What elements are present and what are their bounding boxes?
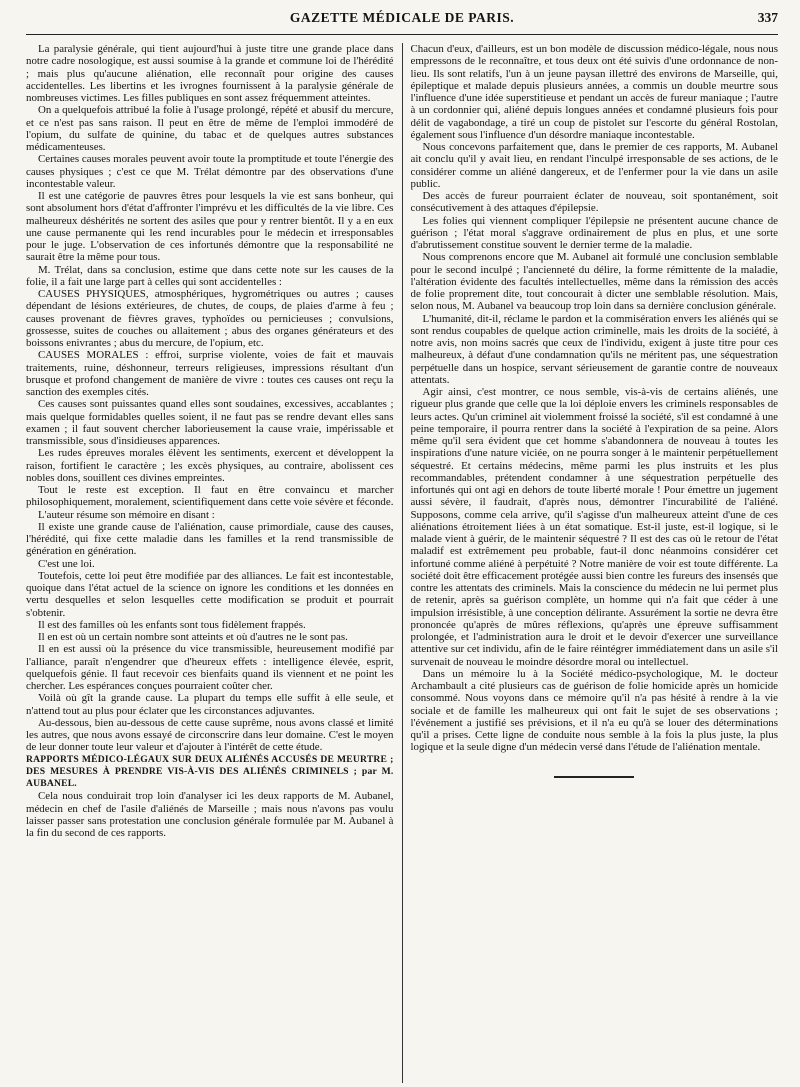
- article-columns: [26, 43, 778, 1083]
- paragraph: M. Trélat, dans sa conclusion, estime que dans cette note sur les causes de la folie, il a fait une large part à celles qui sont accidentelles :: [26, 263, 394, 288]
- paragraph: On a quelquefois attribué la folie à l'usage prolongé, répété et abusif du mercure, et ce n'est pas sans raison. Il peut en être de même de l'emploi immodéré de l'opium, du sulfate de quinine, du tabac et de quelques autres substances médicamenteuses.: [26, 104, 394, 153]
- section-heading: RAPPORTS MÉDICO-LÉGAUX SUR DEUX ALIÉNÉS ACCUSÉS DE MEURTRE ; DES MESURES À PRENDRE VIS-À-VIS DES ALIÉNÉS CRIMINELS ; par M. AUBANEL.: [26, 753, 394, 789]
- paragraph: Il est des familles où les enfants sont tous fidèlement frappés.: [38, 618, 306, 631]
- paragraph: Les folies qui viennent compliquer l'épilepsie ne présentent aucune chance de guérison ; l'état moral s'aggrave ordinairement de plus en plus, et une sorte d'abrutissement constitue souvent le dernier terme de la maladie.: [410, 214, 778, 251]
- paragraph: Il en est aussi où la présence du vice transmissible, heureusement modifié par l'alliance, paraît n'engendrer que d'heureux effets : intelligence élevée, esprit, quelquefois génie. Il faut recevoir ces bienfaits quand ils viennent et ne point les chercher. Les espérances conçues pourraient coûter cher.: [26, 643, 394, 692]
- paragraph: Il existe une grande cause de l'aliénation, cause primordiale, cause des causes, l'hérédité, qui fixe cette maladie dans les familles et la rend transmissible de génération en génération.: [26, 520, 394, 558]
- paragraph: Des accès de fureur pourraient éclater de nouveau, soit spontanément, soit consécutivement à des attaques d'épilepsie.: [410, 190, 778, 215]
- paragraph: Agir ainsi, c'est montrer, ce nous semble, vis-à-vis de certains aliénés, une rigueur plus grande que celle que la loi déploie envers les criminels responsables de leurs actes. Qu'un criminel ait violemment froissé la société, s'il est condamné à une peine temporaire, il pourra rentrer dans la société à l'expiration de sa peine. Alors même qu'il sera évident que cet homme s'abandonnera de nouveau à toutes les inspirations d'une nature viciée, on ne pourra songer à le maintenir perpétuellement séquestré. Et certains médecins, même parmi les plus instruits et les plus recommandables, prétendent condamner à une séquestration perpétuelle des infortunés qui ont agi en dehors de toute liberté morale ! Pour émettre un jugement aussi sévère, il faudrait, d'après nous, démontrer l'incurabilité de l'aliéné. Supposons, comme cela arrive, qu'il s'agisse d'un malheureux atteint d'une de ces aliénations étroitement liées à un état somatique. Est-il juste, est-il logique, si le malade vient à guérir, de le maintenir séquestré ? Il est des cas où le retour de l'état maladif est extrêmement peu probable, faut-il donc néanmoins considérer cet infortuné comme aliéné à perpétuité ? Notre manière de voir est toute différente. La société doit être efficacement protégée aussi bien contre les fureurs des insensés que contre les attentats des criminels. Mais la conscience du médecin ne lui permet plus de retenir, après sa guérison complète, un homme qui n'a fait que céder à une impulsion irrésistible, à une conception délirante. Assurément la sortie ne devra être prononcée qu'après de mûres réflexions, qu'après une épreuve suffisamment prolongée, et l'administration aura le droit et le devoir d'exercer une surveillance attentive sur cet individu, afin de le faire réintégrer immédiatement dans un asile s'il survenait de nouveau le moindre désordre moral ou intellectuel.: [410, 386, 778, 668]
- paragraph: La paralysie générale, qui tient aujourd'hui à juste titre une grande place dans notre cadre nosologique, est aussi soumise à la grande et commune loi de l'hérédité ; mais plus qu'aucune aliénation, elle reconnaît pour origine des causes accidentelles. Les libertins et les ivrognes fournissent à la paralysie générale de nombreuses victimes. Les filles publiques en sont assez fréquemment atteintes.: [26, 43, 394, 104]
- page-number: 337: [757, 10, 778, 25]
- paragraph: Cela nous conduirait trop loin d'analyser ici les deux rapports de M. Aubanel, médecin en chef de l'asile d'aliénés de Marseille ; mais nous n'avons pas voulu laisser passer sans protestation une conclusion générale formulée par M. Aubanel à la fin du second de ces rapports.: [26, 790, 394, 839]
- paragraph: Au-dessous, bien au-dessous de cette cause suprême, nous avons classé et limité les autres, que nous avons essayé de circonscrire dans leur domaine. C'est le moyen de leur donner toute leur valeur et d'ajouter à l'intérêt de cette étude.: [26, 716, 394, 754]
- paragraph: Certaines causes morales peuvent avoir toute la promptitude et toute l'énergie des causes physiques ; c'est ce que M. Trélat démontre par des observations d'une incontestable valeur.: [26, 153, 394, 190]
- left-column: [26, 43, 394, 1083]
- paragraph: L'auteur résume son mémoire en disant :: [38, 508, 215, 521]
- paragraph: Nous concevons parfaitement que, dans le premier de ces rapports, M. Aubanel ait conclu qu'il y avait lieu, en rendant l'inculpé irresponsable de ses actions, de le considérer comme un aliéné dangereux, et de l'enfermer pour la vie dans un asile public.: [410, 141, 778, 190]
- paragraph: Chacun d'eux, d'ailleurs, est un bon modèle de discussion médico-légale, nous nous empressons de le reconnaître, et tous deux ont été suivis d'une ordonnance de non-lieu. Ils sont relatifs, l'un à un jeune paysan illettré des environs de Marseille, qui, épileptique et malade depuis plusieurs années, a commis un double meurtre sous l'influence d'une idée superstitieuse et pendant un accès de fureur maniaque ; l'autre à un cordonnier qui, aliéné depuis longues années et condamné plusieurs fois pour délit de vagabondage, a tiré un coup de pistolet sur l'escorte du général Rostolan, également sous l'influence d'un désordre maniaque incontestable.: [410, 43, 778, 141]
- paragraph: L'humanité, dit-il, réclame le pardon et la commisération envers les aliénés qui se sont rendus coupables de quelque action criminelle, mais les droits de la société, à notre avis, non moins sacrés que ceux de l'individu, exigent à juste titre pour ces malheureux, à défaut d'une condamnation qu'ils ne méritent pas, une séquestration perpétuelle dans un hospice, servant sérieusement de garantie contre de nouveaux attentats.: [410, 312, 778, 386]
- paragraph: Voilà où gît la grande cause. La plupart du temps elle suffit à elle seule, et n'attend tout au plus pour éclater que les circonstances adjuvantes.: [26, 692, 394, 717]
- page-header: [26, 10, 778, 35]
- column-divider: [402, 43, 403, 1083]
- paragraph: Ces causes sont puissantes quand elles sont soudaines, excessives, accablantes ; mais quelque formidables quelles soient, il ne faut pas se rendre devant elles sans examen ; il faut souvent chercher laborieusement la cause vraie, impérissable et transmissible, sous d'insidieuses apparences.: [26, 398, 394, 447]
- paragraph: Dans un mémoire lu à la Société médico-psychologique, M. le docteur Archambault a cité plusieurs cas de guérison de folie homicide après un homicide consommé. Nous voyons dans ce mémoire qu'il n'a pas hésité à rendre à la vie sociale et de famille les malheureux qui ont fait le sujet de ses observations ; l'événement a justifié ses prévisions, et il n'a eu qu'à se louer des déterminations qu'il a prises. Cette ligne de conduite nous semble à la fois la plus juste, la plus logique et la seule digne d'un médecin versé dans l'étude de l'aliénation mentale.: [410, 667, 778, 754]
- paragraph: CAUSES MORALES : effroi, surprise violente, voies de fait et mauvais traitements, ruine, déshonneur, terreurs religieuses, impressions résultant d'un brusque et profond changement de manière de vivre : toutes ces causes ont reçu la sanction des exemples cités.: [26, 349, 394, 398]
- paragraph: Il est une catégorie de pauvres êtres pour lesquels la vie est sans bonheur, qui sont absolument hors d'état d'affronter l'imprévu et les difficultés de la vie libre. Ces malheureux déshérités ne sortent des asiles que pour y rentrer bientôt. Il y a en eux une cause permanente qui les rend incurables pour le médecin et irresponsables pour le juge. L'observation de ces infortunés démontre que la responsabilité ne saurait être la même pour tous.: [26, 190, 394, 264]
- paragraph: Tout le reste est exception. Il faut en être convaincu et marcher philosophiquement, moralement, scientifiquement dans cette voie sévère et féconde.: [26, 484, 394, 509]
- paragraph: Toutefois, cette loi peut être modifiée par des alliances. Le fait est incontestable, quoique dans l'état actuel de la science on ignore les conditions et les données en vertu desquelles et selon lesquelles cette modification se produit et pourrait s'obtenir.: [26, 569, 394, 619]
- journal-title: GAZETTE MÉDICALE DE PARIS.: [289, 10, 515, 25]
- paragraph: Les rudes épreuves morales élèvent les sentiments, exercent et développent la raison, fortifient le caractère ; les excès physiques, au contraire, abolissent ces nobles dons, souillent ces divines empreintes.: [26, 447, 394, 484]
- paragraph: C'est une loi.: [38, 557, 95, 570]
- paragraph: Il en est où un certain nombre sont atteints et où d'autres ne le sont pas.: [38, 631, 348, 643]
- paragraph: CAUSES PHYSIQUES, atmosphériques, hygrométriques ou autres ; causes dépendant de lésions extérieures, de chutes, de coups, de plaies d'arme à feu ; causes provenant de fièvres graves, typhoïdes ou pernicieuses ; convulsions, grossesse, suites de couches ou allaitement ; abus des organes générateurs et des boissons enivrantes ; abus du mercure, de l'opium, etc.: [26, 288, 394, 349]
- right-column: [411, 43, 779, 1083]
- paragraph: Nous comprenons encore que M. Aubanel ait formulé une conclusion semblable pour le second inculpé ; l'ancienneté du délire, la forme rémittente de la maladie, l'altération évidente des facultés intellectuelles, même dans la rémission des accès de folie proprement dite, tout concourait à dicter une semblable résolution. Mais, selon nous, M. Aubanel va beaucoup trop loin dans sa dernière conclusion générale.: [410, 251, 778, 313]
- end-rule: [554, 776, 634, 778]
